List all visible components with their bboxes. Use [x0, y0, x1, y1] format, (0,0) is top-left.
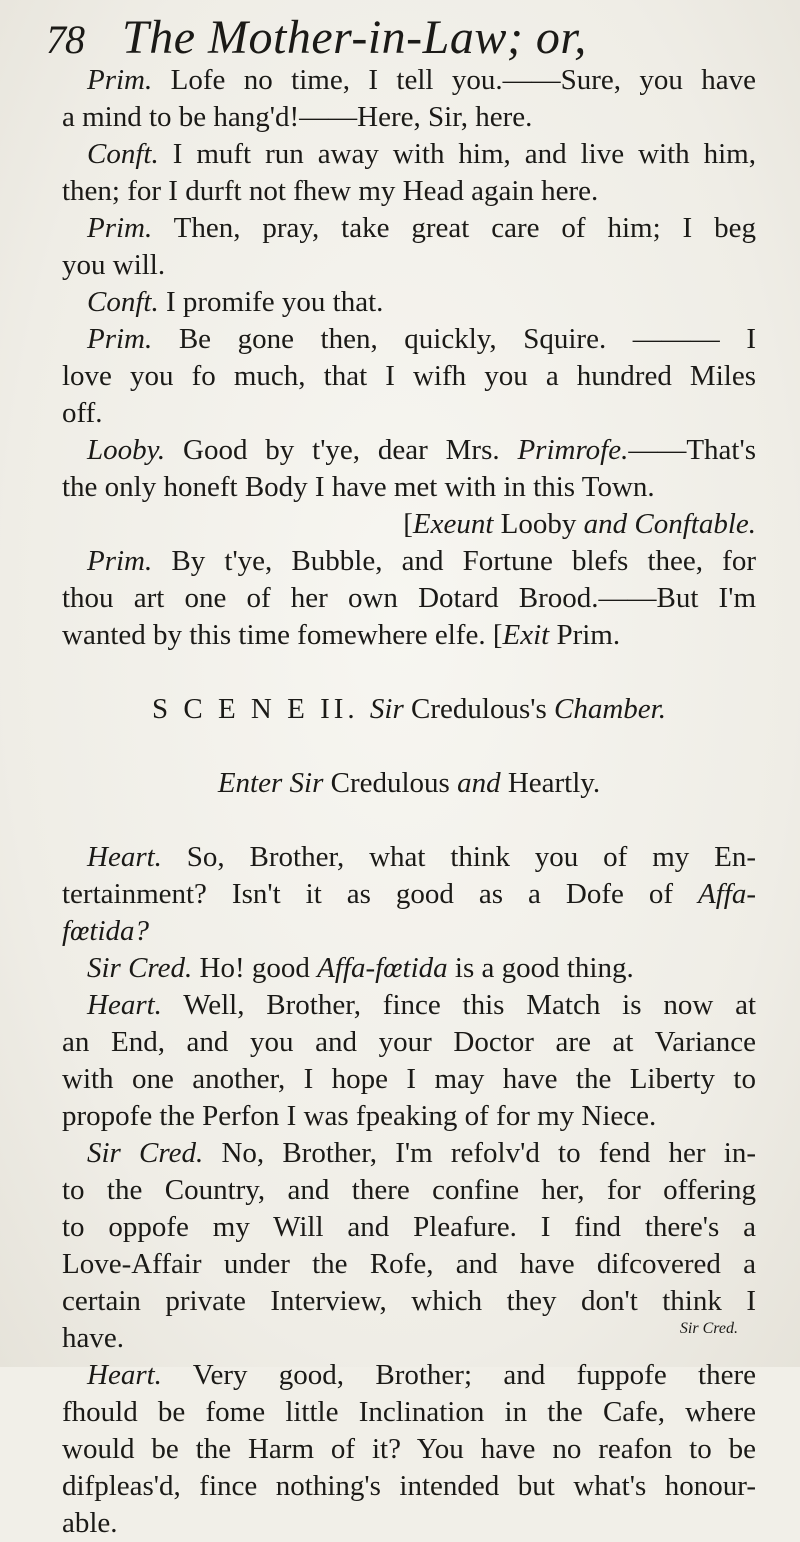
text-line: [62, 1098, 756, 1135]
text-line: [62, 1172, 756, 1209]
text-span: Ho! good: [192, 952, 318, 984]
text-span: an End, and you and your Doctor are at Variance: [62, 1026, 756, 1058]
text-span: Heartly.: [500, 767, 601, 799]
text-span: propofe the Perfon I was fpeaking of for my Niece.: [62, 1100, 657, 1132]
text-line: [62, 136, 756, 173]
text-span: certain private Interview, which they don't think I: [62, 1285, 756, 1317]
italic-text: Heart.: [87, 841, 162, 873]
text-line: [62, 247, 756, 284]
italic-text: Conft.: [87, 138, 159, 170]
text-span: is a good thing.: [447, 952, 634, 984]
italic-text: Heart.: [87, 1359, 162, 1391]
text-span: No, Brother, I'm refolv'd to fend her in-: [203, 1137, 756, 1169]
text-span: would be the Harm of it? You have no reafon to be: [62, 1433, 756, 1465]
italic-text: Exeunt: [412, 508, 494, 540]
text-span: Credulous: [323, 767, 458, 799]
text-span: thou art one of her own Dotard Brood.——But I'm: [62, 582, 756, 614]
italic-text: Sir: [369, 693, 404, 725]
text-line: [62, 62, 756, 99]
text-span: difpleas'd, fince nothing's intended but what's honour-: [62, 1470, 756, 1502]
text-span: Be gone then, quickly, Squire. ——— I: [152, 323, 756, 355]
text-line: [62, 543, 756, 580]
text-span: S C E N E II.: [152, 693, 370, 725]
text-span: ——That's: [628, 434, 756, 466]
page-number: 78: [46, 17, 84, 62]
text-span: tertainment? Isn't it as good as a Dofe of: [62, 878, 698, 910]
italic-text: fœtida?: [62, 915, 150, 947]
text-line: [62, 1135, 756, 1172]
text-span: Credulous's: [403, 693, 554, 725]
italic-text: Looby.: [87, 434, 166, 466]
text-line: [62, 1505, 756, 1542]
text-line: [62, 321, 756, 358]
italic-text: and Conftable.: [583, 508, 756, 540]
text-line: [62, 395, 756, 432]
blank-line: [62, 802, 756, 839]
text-line: [62, 987, 756, 1024]
italic-text: and: [457, 767, 501, 799]
text-span: Love-Affair under the Rofe, and have difcovered a: [62, 1248, 756, 1280]
blank-line: [62, 654, 756, 691]
italic-text: Sir Cred.: [87, 952, 193, 984]
page-header: [46, 10, 766, 70]
text-span: So, Brother, what think you of my En-: [161, 841, 756, 873]
text-span: you will.: [62, 249, 166, 281]
text-line: [62, 432, 756, 469]
text-span: wanted by this time fomewhere elfe. [: [62, 619, 503, 651]
italic-text: Heart.: [87, 989, 162, 1021]
text-span: Then, pray, take great care of him; I beg: [152, 212, 756, 244]
italic-text: Prim.: [87, 545, 153, 577]
text-line: [62, 617, 756, 654]
italic-text: Chamber.: [554, 693, 666, 725]
text-line: [62, 765, 756, 802]
text-line: [62, 1394, 756, 1431]
text-span: have.: [62, 1322, 124, 1354]
text-line: [62, 839, 756, 876]
italic-text: Prim.: [87, 64, 153, 96]
text-span: I muft run away with him, and live with him,: [158, 138, 756, 170]
text-span: Good by t'ye, dear Mrs.: [165, 434, 518, 466]
text-line: [62, 1061, 756, 1098]
text-line: [62, 1209, 756, 1246]
text-line: [62, 358, 756, 395]
text-span: Lofe no time, I tell you.——Sure, you have: [152, 64, 756, 96]
text-line: [62, 913, 756, 950]
italic-text: Prim.: [87, 323, 153, 355]
text-span: a mind to be hang'd!——Here, Sir, here.: [62, 101, 533, 133]
italic-text: Affa-: [698, 878, 756, 910]
text-line: [62, 284, 756, 321]
text-line: [62, 876, 756, 913]
italic-text: Sir Cred.: [87, 1137, 204, 1169]
text-span: By t'ye, Bubble, and Fortune blefs thee, for: [152, 545, 756, 577]
italic-text: Enter Sir: [217, 767, 324, 799]
text-span: to the Country, and there confine her, for offering: [62, 1174, 756, 1206]
italic-text: Primrofe.: [517, 434, 629, 466]
text-span: then; for I durft not fhew my Head again here.: [62, 175, 599, 207]
text-line: [62, 950, 756, 987]
text-span: Well, Brother, fince this Match is now at: [161, 989, 756, 1021]
text-span: able.: [62, 1507, 118, 1539]
text-line: [62, 99, 756, 136]
italic-text: Exit: [502, 619, 550, 651]
text-line: [62, 210, 756, 247]
catchword: Sir Cred.: [679, 1320, 738, 1337]
text-span: love you fo much, that I wifh you a hundred Miles: [62, 360, 756, 392]
text-line: [62, 1246, 756, 1283]
text-line: [62, 691, 756, 728]
text-span: off.: [62, 397, 103, 429]
text-span: [: [403, 508, 413, 540]
text-line: [62, 469, 756, 506]
italic-text: Conft.: [87, 286, 159, 318]
text-line: [62, 1431, 756, 1468]
text-span: the only honeft Body I have met with in this Town.: [62, 471, 655, 503]
text-span: fhould be fome little Inclination in the Cafe, where: [62, 1396, 756, 1428]
text-line: [62, 580, 756, 617]
text-line: [62, 506, 756, 543]
italic-text: Prim.: [87, 212, 153, 244]
text-span: to oppofe my Will and Pleafure. I find there's a: [62, 1211, 756, 1243]
text-span: Prim.: [549, 619, 621, 651]
text-span: Looby: [493, 508, 584, 540]
text-span: with one another, I hope I may have the Liberty to: [62, 1063, 756, 1095]
text-line: [62, 1357, 756, 1394]
text-line: [62, 1024, 756, 1061]
text-span: I promife you that.: [158, 286, 384, 318]
text-line: [62, 1283, 756, 1320]
text-line: [62, 1468, 756, 1505]
text-span: Very good, Brother; and fuppofe there: [161, 1359, 756, 1391]
italic-text: Affa-fœtida: [317, 952, 448, 984]
text-line: [62, 173, 756, 210]
running-title: The Mother-in-Law; or,: [122, 11, 587, 64]
blank-line: [62, 728, 756, 765]
